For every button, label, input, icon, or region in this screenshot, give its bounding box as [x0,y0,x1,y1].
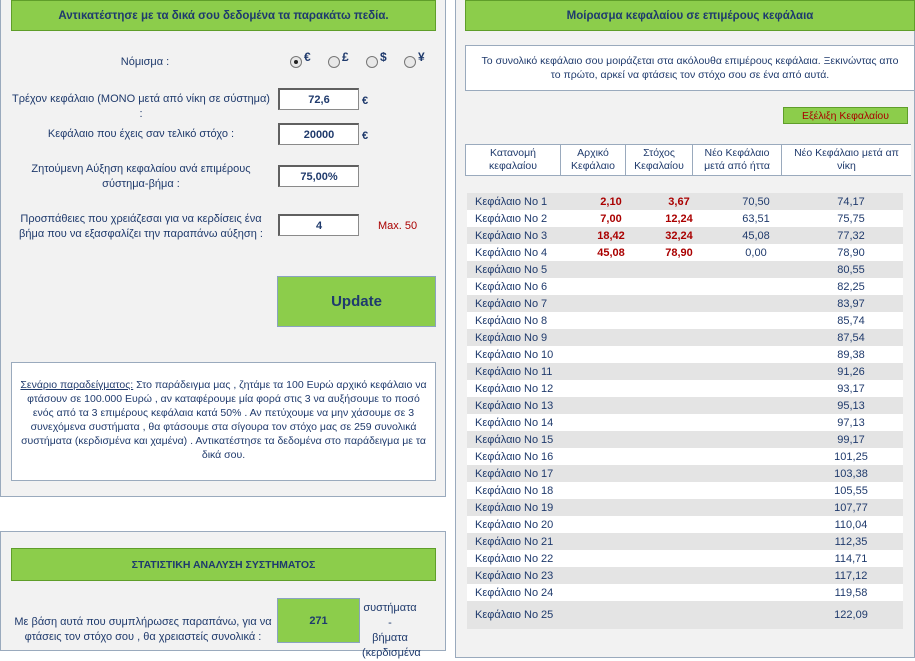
row-number: 17 [541,467,554,480]
target-capital-input[interactable]: 20000 [278,123,359,145]
row-prefix: Κεφάλαιο No [475,552,539,565]
row-number: 18 [541,484,554,497]
row-prefix: Κεφάλαιο No [475,518,539,531]
cell-initial: 7,00 [600,212,622,225]
row-label [467,213,577,225]
cell-after-win: 110,04 [834,518,868,531]
stats-panel-header: ΣΤΑΤΙΣΤΙΚΗ ΑΝΑΛΥΣΗ ΣΥΣΤΗΜΑΤΟΣ [11,548,436,581]
row-prefix: Κεφάλαιο No [475,331,539,344]
table-row [467,261,903,278]
row-prefix: Κεφάλαιο No [475,280,539,293]
cell-after-win: 117,12 [834,569,868,582]
current-capital-label: Τρέχον κεφάλαιο (ΜΟΝΟ μετά από νίκη σε σύστημα) : [12,93,270,120]
row-label [467,519,577,531]
cell-after-win: 78,90 [837,246,865,259]
row-number: 13 [541,399,554,412]
row-prefix: Κεφάλαιο No [475,467,539,480]
row-prefix: Κεφάλαιο No [475,569,539,582]
cell-after-win: 112,35 [834,535,868,548]
row-label [467,281,577,293]
cell-initial: 18,42 [597,229,625,242]
cell-after-loss: 70,50 [742,195,770,208]
row-prefix: Κεφάλαιο No [475,263,539,276]
cell-after-win: 95,13 [837,399,865,412]
row-prefix: Κεφάλαιο No [475,609,539,621]
table-row [467,329,903,346]
currency-pound-radio[interactable]: £ [328,52,349,68]
growth-input[interactable]: 75,00% [278,165,359,187]
cell-after-win: 75,75 [837,212,865,225]
input-panel-header: Αντικατέστησε με τα δικά σου δεδομένα τα παρακάτω πεδία. [11,0,436,31]
cell-initial: 45,08 [597,246,625,259]
row-prefix: Κεφάλαιο No [475,501,539,514]
row-number: 20 [541,518,554,531]
row-number: 3 [541,229,548,242]
col-target: Στόχος Κεφαλαίου [625,145,692,175]
currency-yen-radio[interactable]: ¥ [404,52,425,68]
distribution-intro: Το συνολικό κεφάλαιο σου μοιράζεται στα ακόλουθα επιμέρους κεφάλαια. Ξεκινώντας απο το πρώτο, αρκεί να φτάσεις τον στόχο σου σε ένα από αυτά. [465,45,915,91]
scenario-title: Σενάριο παραδείγματος: [20,379,134,391]
row-prefix: Κεφάλαιο No [475,314,539,327]
row-number: 12 [541,382,554,395]
cell-after-win: 99,17 [837,433,865,446]
table-row [467,363,903,380]
row-number: 19 [541,501,554,514]
col-distribution: Κατανομή κεφαλαίου [465,145,560,175]
cell-after-win: 107,77 [834,501,868,514]
row-label [467,400,577,412]
table-row [467,210,903,227]
currency-euro-radio[interactable]: € [290,52,311,68]
row-label [467,315,577,327]
table-row [467,601,903,629]
row-label [467,230,577,242]
row-prefix: Κεφάλαιο No [475,297,539,310]
table-row [467,414,903,431]
row-prefix: Κεφάλαιο No [475,195,539,208]
row-prefix: Κεφάλαιο No [475,484,539,497]
cell-after-loss: 0,00 [745,246,767,259]
cell-after-win: 119,58 [834,586,868,599]
table-row [467,227,903,244]
row-number: 14 [541,416,554,429]
table-row [467,397,903,414]
table-row [467,193,903,210]
row-label [467,383,577,395]
row-number: 4 [541,246,548,259]
row-label [467,536,577,548]
target-capital-currency: € [362,130,369,142]
col-after-loss: Νέο Κεφάλαιο μετά από ήττα [692,145,781,175]
cell-target: 32,24 [665,229,693,242]
row-number: 15 [541,433,554,446]
scenario-text: Στο παράδειγμα μας , ζητάμε τα 100 Ευρώ αρχικό κεφάλαιο να φτάσουν σε 100.000 Ευρώ , αν καταφέρουμε μία φορά στις 3 να αυξήσουμε το ποσό ενός από τα 3 επιμέρους κεφάλαια κατά 50% . Αν πετύχουμε να μην χάσουμε σε 3 συνεχόμενα συστήματα , θα φτάσουμε στα σίγουρα τον στόχο μας σε 259 συνολικά συστήματα (κερδισμένα και χαμένα) . Αντικατέστησε τα δεδομένα στο παράδειγμα με τα δικά σου. [21,379,427,461]
row-prefix: Κεφάλαιο No [475,348,539,361]
row-label [467,417,577,429]
row-prefix: Κεφάλαιο No [475,416,539,429]
cell-initial: 2,10 [600,195,622,208]
cell-after-win: 80,55 [837,263,865,276]
row-label [467,609,577,621]
row-number: 21 [541,535,554,548]
attempts-max-label: Max. 50 [378,220,418,232]
row-number: 10 [541,348,554,361]
row-number: 24 [541,586,554,599]
row-label [467,349,577,361]
table-row [467,584,903,601]
row-number: 23 [541,569,554,582]
row-label [467,587,577,599]
row-number: 6 [541,280,548,293]
cell-after-win: 85,74 [837,314,865,327]
row-prefix: Κεφάλαιο No [475,586,539,599]
cell-after-win: 93,17 [837,382,865,395]
cell-after-win: 87,54 [837,331,865,344]
row-prefix: Κεφάλαιο No [475,450,539,463]
row-label [467,332,577,344]
cell-after-win: 83,97 [837,297,865,310]
row-label [467,247,577,259]
capital-evolution-button[interactable]: Εξέλιξη Κεφαλαίου [783,107,908,124]
table-row [467,465,903,482]
table-row [467,516,903,533]
cell-after-win: 82,25 [837,280,865,293]
row-prefix: Κεφάλαιο No [475,433,539,446]
currency-label: Νόμισμα : [120,56,170,68]
row-label [467,451,577,463]
row-number: 7 [541,297,548,310]
cell-after-win: 77,32 [837,229,865,242]
table-row [467,346,903,363]
row-prefix: Κεφάλαιο No [475,229,539,242]
current-capital-input[interactable]: 72,6 [278,88,359,110]
cell-after-win: 89,38 [837,348,865,361]
row-label [467,434,577,446]
row-label [467,196,577,208]
row-number: 1 [541,195,548,208]
row-label [467,366,577,378]
radio-selected-icon [290,56,302,68]
row-prefix: Κεφάλαιο No [475,535,539,548]
row-number: 16 [541,450,554,463]
row-label [467,468,577,480]
attempts-label: Προσπάθειες που χρειάζεσαι για να κερδίσεις ένα βήμα που να εξασφαλίζει την παραπάνω αύξηση : [19,213,263,240]
cell-after-win: 74,17 [837,195,865,208]
table-row [467,567,903,584]
table-row [467,431,903,448]
capital-table [467,193,903,629]
table-row [467,244,903,261]
stats-suffix: συστήματα - βήματα (κερδισμένα [362,602,421,659]
growth-label: Ζητούμενη Αύξηση κεφαλαίου ανά επιμέρους σύστημα-βήμα : [31,163,251,190]
row-prefix: Κεφάλαιο No [475,399,539,412]
table-row [467,448,903,465]
cell-after-win: 105,55 [834,484,868,497]
cell-target: 12,24 [665,212,693,225]
table-row [467,295,903,312]
row-number: 22 [541,552,554,565]
row-label [467,502,577,514]
current-capital-currency: € [362,95,369,107]
cell-after-win: 122,09 [834,609,868,621]
scenario-note [11,362,436,481]
currency-dollar-radio[interactable]: $ [366,52,387,68]
table-header [465,144,911,176]
row-number: 9 [541,331,548,344]
stats-value: 271 [277,598,360,643]
table-row [467,533,903,550]
row-prefix: Κεφάλαιο No [475,382,539,395]
col-initial: Αρχικό Κεφάλαιο [560,145,625,175]
cell-after-win: 97,13 [837,416,865,429]
update-button[interactable]: Update [277,276,436,327]
row-prefix: Κεφάλαιο No [475,246,539,259]
row-label [467,264,577,276]
target-capital-label: Κεφάλαιο που έχεις σαν τελικό στόχο : [47,128,235,140]
table-row [467,312,903,329]
cell-after-win: 114,71 [834,552,868,565]
cell-after-win: 103,38 [834,467,868,480]
cell-after-win: 101,25 [834,450,868,463]
row-number: 8 [541,314,548,327]
cell-after-loss: 63,51 [742,212,770,225]
row-number: 11 [541,365,553,378]
cell-after-loss: 45,08 [742,229,770,242]
radio-icon [404,56,416,68]
radio-icon [328,56,340,68]
row-number: 2 [541,212,548,225]
table-row [467,499,903,516]
col-after-win: Νέο Κεφάλαιο μετά απ νίκη [781,145,911,175]
cell-after-win: 91,26 [837,365,865,378]
table-row [467,482,903,499]
row-number: 25 [541,609,554,621]
row-label [467,570,577,582]
table-row [467,380,903,397]
row-prefix: Κεφάλαιο No [475,365,539,378]
row-prefix: Κεφάλαιο No [475,212,539,225]
cell-target: 78,90 [665,246,693,259]
attempts-input[interactable]: 4 [278,214,359,236]
row-label [467,485,577,497]
row-label [467,298,577,310]
row-number: 5 [541,263,548,276]
distribution-panel-header: Μοίρασμα κεφαλαίου σε επιμέρους κεφάλαια [465,0,915,31]
table-row [467,550,903,567]
stats-text: Με βάση αυτά που συμπλήρωσες παραπάνω, για να φτάσεις τον στόχο σου , θα χρειαστείς συνολικά : [14,616,272,643]
row-label [467,553,577,565]
table-row [467,278,903,295]
radio-icon [366,56,378,68]
cell-target: 3,67 [668,195,690,208]
